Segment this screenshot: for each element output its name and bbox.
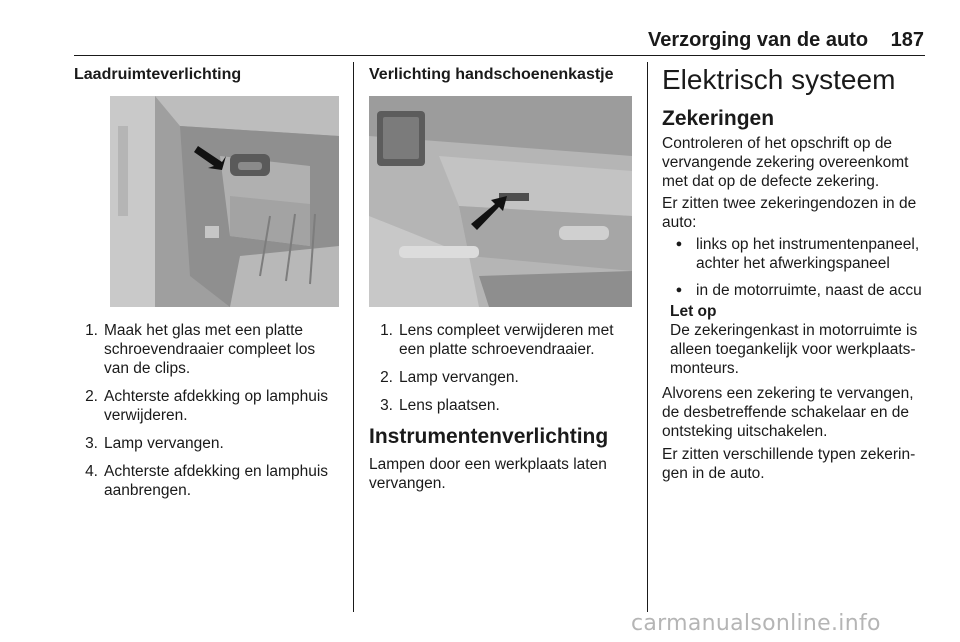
fuse-box-locations <box>662 235 928 308</box>
step-item <box>74 462 344 500</box>
step-text: Maak het glas met een platte schroevendraaier compleet los van de clips. <box>104 322 316 377</box>
step-text: Lens plaatsen. <box>399 397 500 414</box>
bullet-item <box>662 235 928 273</box>
section-name: Verzorging van de auto <box>648 29 869 51</box>
bullet-icon: ● <box>675 238 683 250</box>
note-text: De zekeringenkast in motorruimte is alleen toegankelijk voor werkplaats-monteurs. <box>670 322 918 377</box>
step-text: Achterste afdekking op lamphuis verwijderen. <box>104 388 329 424</box>
bullet-icon: ● <box>675 284 683 296</box>
step-item <box>74 434 344 453</box>
step-item <box>74 387 344 425</box>
glovebox-light-steps <box>369 321 639 424</box>
step-item <box>369 396 639 415</box>
bullet-text: in de motorruimte, naast de accu <box>696 282 922 299</box>
heading-instrument-lighting: Instrumentenverlichting <box>369 425 609 448</box>
step-text: Lamp vervangen. <box>104 435 224 452</box>
fuses-paragraph-4: Er zitten verschillende typen zekerin-gen in de auto. <box>662 446 916 482</box>
fuses-paragraph-3: Alvorens een zekering te vervangen, de desbetreffende schakelaar en de ontsteking uitschakelen. <box>662 385 914 440</box>
page-number: 187 <box>890 29 924 51</box>
step-number: 2. <box>85 388 98 405</box>
cargo-light-steps <box>74 321 344 509</box>
step-number: 2. <box>380 369 393 386</box>
fuses-paragraph-1: Controleren of het opschrift op de vervangende zekering overeenkomt met dat op de defecte zekering. <box>662 135 909 190</box>
column-divider <box>647 62 648 612</box>
step-number: 3. <box>85 435 98 452</box>
step-text: Lens compleet verwijderen met een platte schroevendraaier. <box>399 322 614 358</box>
fuses-paragraph-2: Er zitten twee zekeringendozen in de auto: <box>662 195 917 231</box>
cargo-light-illustration <box>110 96 339 307</box>
heading-electrical-system: Elektrisch systeem <box>662 64 896 95</box>
step-item <box>369 368 639 387</box>
glovebox-light-illustration <box>369 96 632 307</box>
step-text: Lamp vervangen. <box>399 369 519 386</box>
header-rule <box>74 55 925 56</box>
running-header <box>648 29 924 52</box>
note-box <box>670 303 928 378</box>
heading-cargo-light: Laadruimteverlichting <box>74 66 242 83</box>
bullet-text: links op het instrumentenpaneel, achter het afwerkingspaneel <box>696 236 920 272</box>
heading-glovebox-light: Verlichting handschoenenkastje <box>369 66 614 83</box>
step-text: Achterste afdekking en lamphuis aanbrengen. <box>104 463 329 499</box>
step-number: 1. <box>380 322 393 339</box>
instrument-lighting-text: Lampen door een werkplaats laten vervangen. <box>369 456 607 492</box>
heading-fuses: Zekeringen <box>662 107 775 130</box>
step-number: 3. <box>380 397 393 414</box>
watermark: carmanualsonline.info <box>631 611 881 636</box>
step-number: 4. <box>85 463 98 480</box>
step-item <box>74 321 344 378</box>
step-number: 1. <box>85 322 98 339</box>
bullet-item <box>662 281 928 300</box>
step-item <box>369 321 639 359</box>
column-divider <box>353 62 354 612</box>
note-label: Let op <box>670 303 717 320</box>
